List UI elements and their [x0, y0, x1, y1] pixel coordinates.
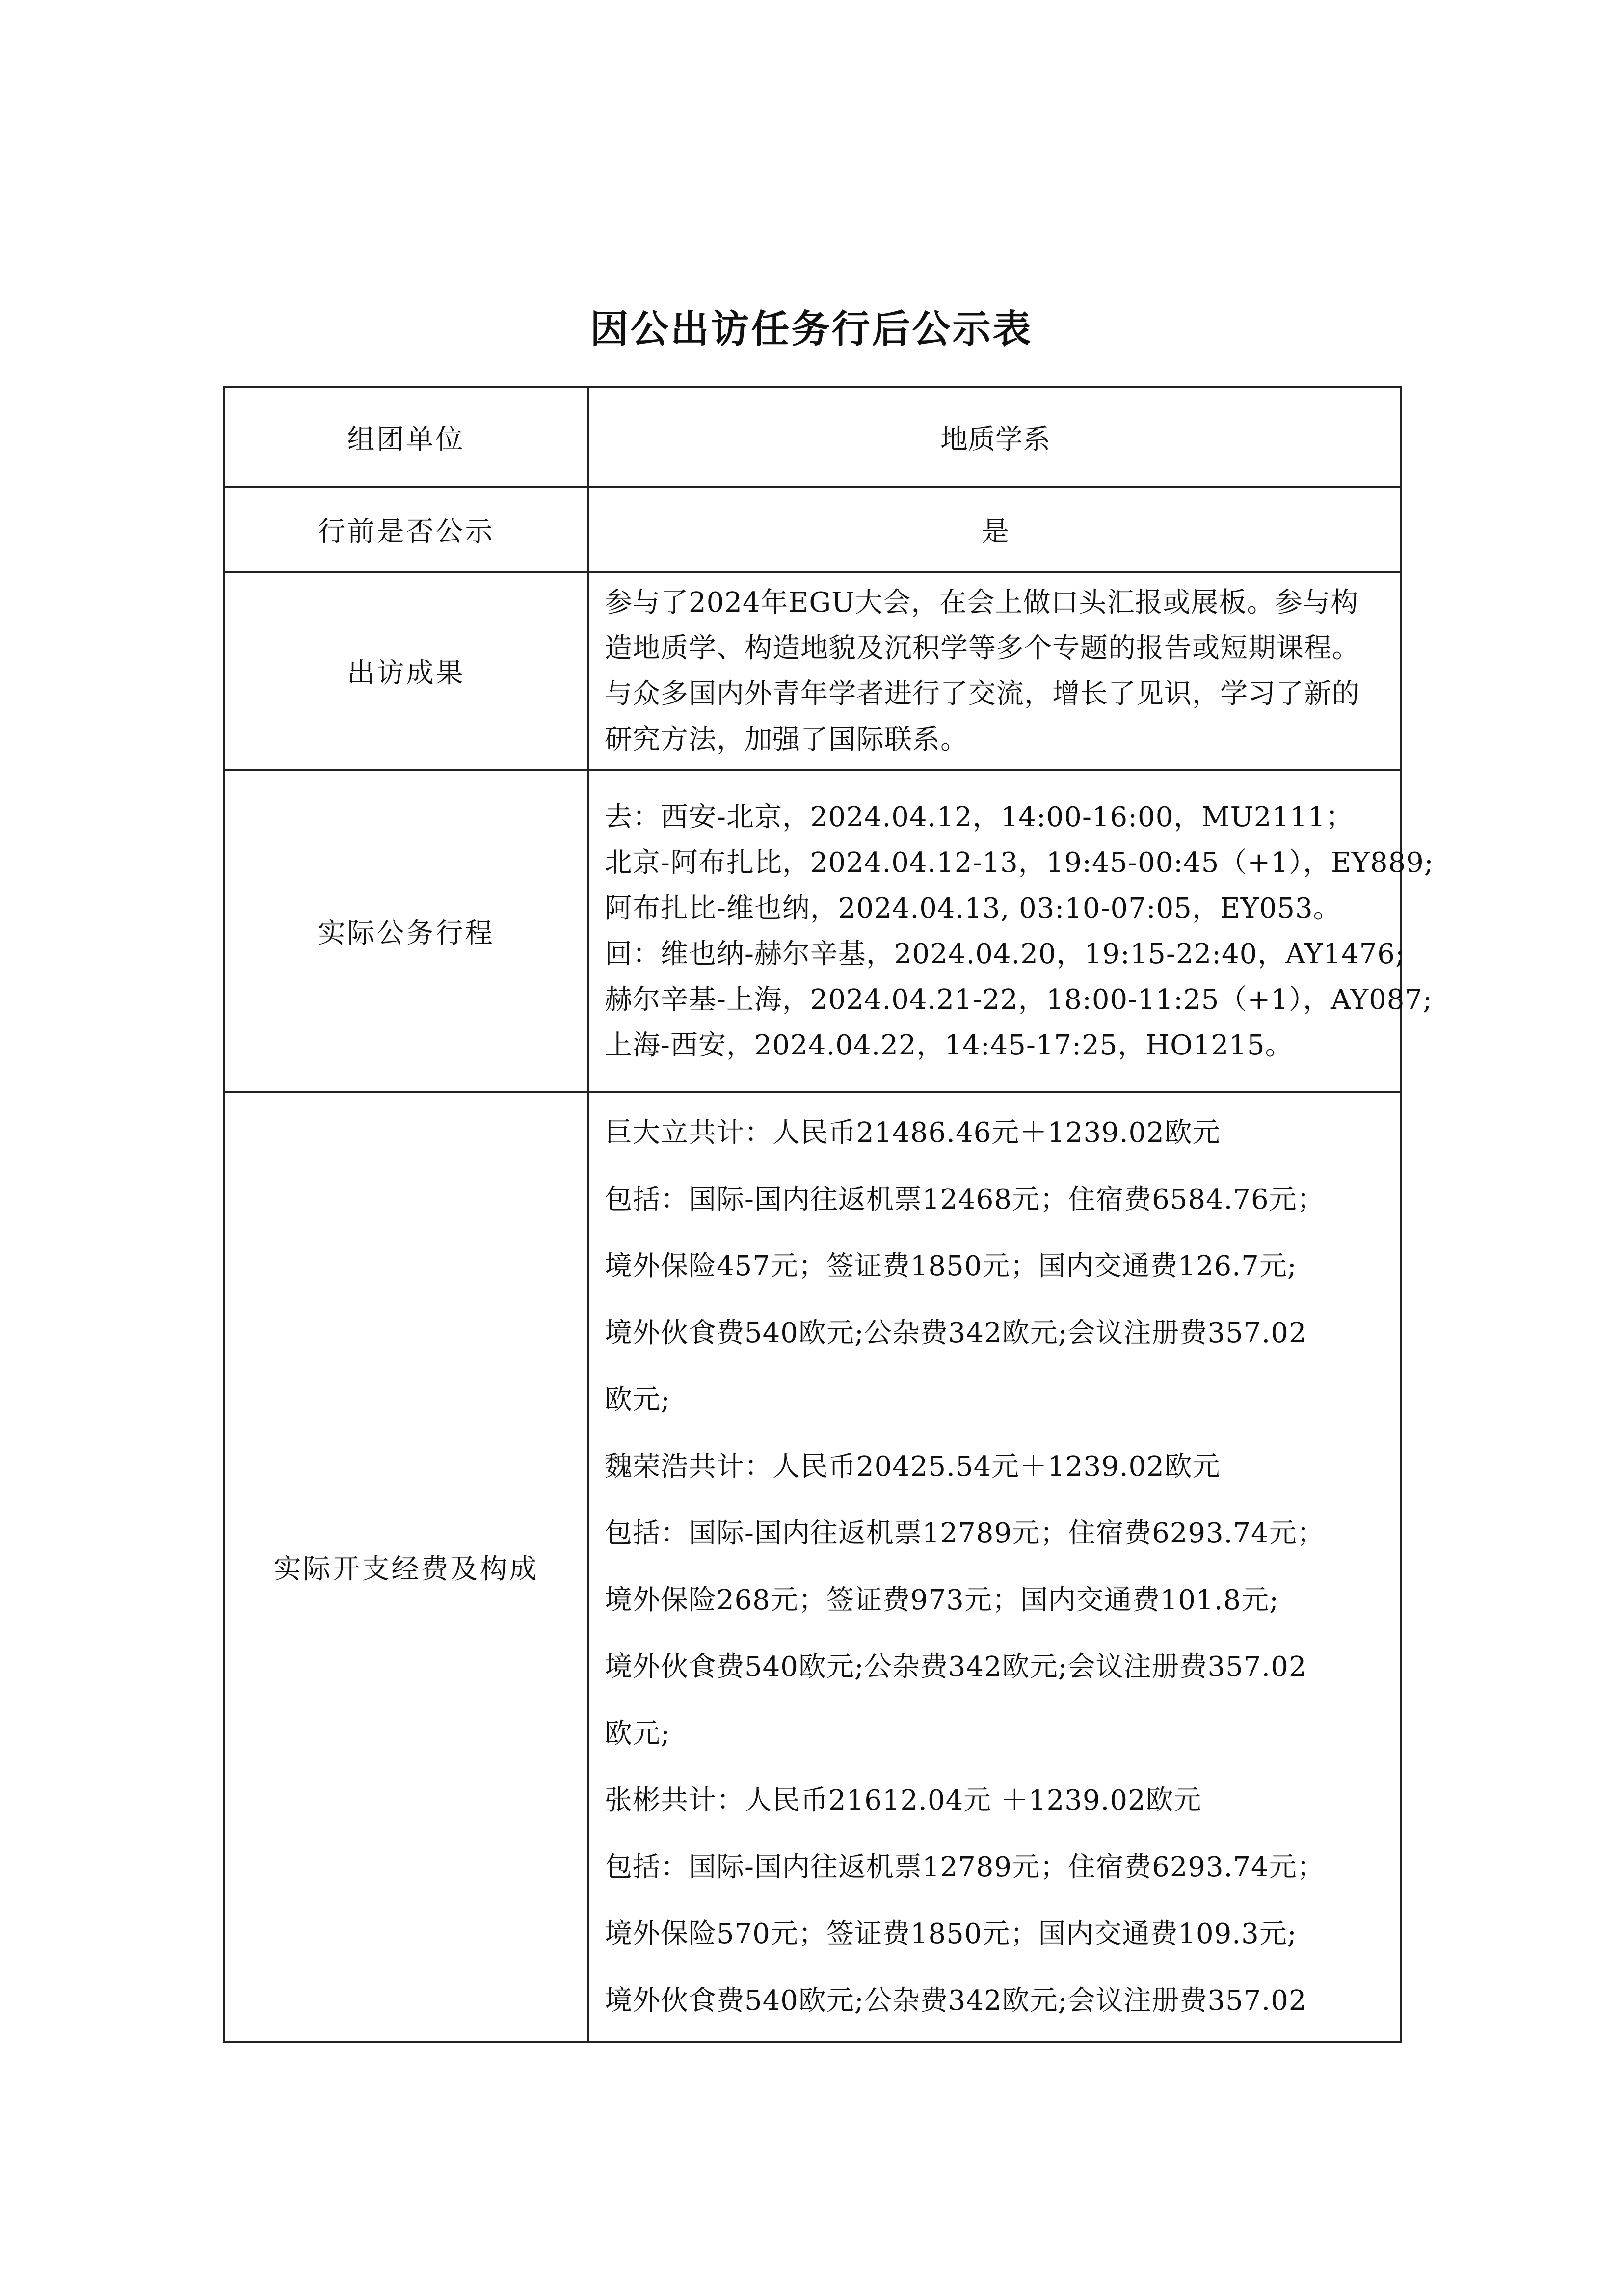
row-itinerary	[224, 770, 1401, 1092]
expense-line: 魏荣浩共计：人民币20425.54元＋1239.02欧元	[605, 1451, 1221, 1483]
expense-line: 包括：国际-国内往返机票12468元；住宿费6584.76元；	[605, 1184, 1325, 1216]
expense-line: 欧元;	[605, 1384, 670, 1416]
page-title: 因公出访任务行后公示表	[590, 307, 1033, 351]
disclosure-table	[223, 386, 1434, 2043]
value-results	[588, 572, 1401, 770]
label-itinerary: 实际公务行程	[224, 770, 588, 1092]
expense-line: 张彬共计：人民币21612.04元 ＋1239.02欧元	[605, 1784, 1202, 1816]
itinerary-line: 北京-阿布扎比，2024.04.12-13，19:45-00:45（+1），EY889;	[605, 846, 1434, 879]
itinerary-line: 赫尔辛基-上海，2024.04.21-22，18:00-11:25（+1），AY087;	[605, 983, 1433, 1016]
value-group: 地质学系	[588, 387, 1401, 487]
label-expenses: 实际开支经费及构成	[224, 1092, 588, 2042]
results-text: 参与了2024年EGU大会，在会上做口头汇报或展板。参与构造地质学、构造地貌及沉积学等多个专题的报告或短期课程。与众多国内外青年学者进行了交流，增长了见识，学习了新的研究方法，加强了国际联系。	[605, 587, 1360, 756]
itinerary-line: 回：维也纳-赫尔辛基，2024.04.20，19:15-22:40，AY1476;	[605, 938, 1405, 970]
value-prior-disclosure: 是	[588, 487, 1401, 572]
expense-line: 境外伙食费540欧元;公杂费342欧元;会议注册费357.02	[605, 1651, 1307, 1683]
expense-line: 巨大立共计：人民币21486.46元＋1239.02欧元	[605, 1117, 1221, 1149]
value-expenses	[588, 1092, 1401, 2042]
row-group	[224, 387, 1401, 487]
expense-line: 境外保险268元；签证费973元；国内交通费101.8元;	[605, 1584, 1279, 1616]
itinerary-line: 去：西安-北京，2024.04.12，14:00-16:00，MU2111；	[605, 801, 1354, 833]
expense-line: 包括：国际-国内往返机票12789元；住宿费6293.74元；	[605, 1517, 1325, 1549]
expense-line: 境外保险570元；签证费1850元；国内交通费109.3元;	[605, 1918, 1297, 1950]
expense-line: 境外伙食费540欧元;公杂费342欧元;会议注册费357.02	[605, 1985, 1307, 2017]
itinerary-line: 上海-西安，2024.04.22，14:45-17:25，HO1215。	[605, 1029, 1293, 1061]
value-itinerary	[588, 770, 1434, 1092]
expense-line: 境外保险457元；签证费1850元；国内交通费126.7元;	[605, 1250, 1297, 1282]
expense-line: 包括：国际-国内往返机票12789元；住宿费6293.74元；	[605, 1851, 1325, 1883]
label-group: 组团单位	[224, 387, 588, 487]
row-results	[224, 572, 1401, 770]
itinerary-line: 阿布扎比-维也纳，2024.04.13, 03:10-07:05，EY053。	[605, 892, 1341, 924]
expense-line: 境外伙食费540欧元;公杂费342欧元;会议注册费357.02	[605, 1317, 1307, 1349]
label-results: 出访成果	[224, 572, 588, 770]
row-prior-disclosure	[224, 487, 1401, 572]
label-prior-disclosure: 行前是否公示	[224, 487, 588, 572]
expense-line: 欧元;	[605, 1718, 670, 1750]
row-expenses	[224, 1092, 1401, 2042]
